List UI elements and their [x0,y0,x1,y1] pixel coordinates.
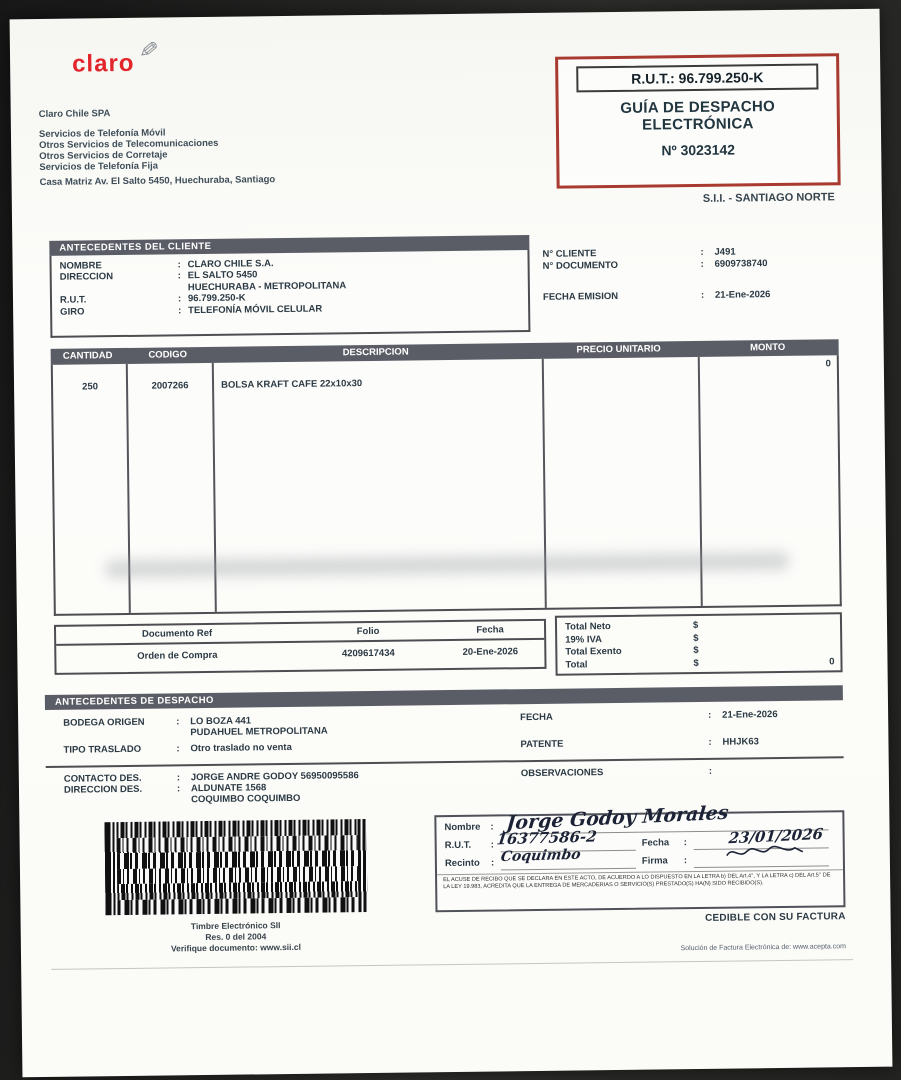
field-label: R.U.T. [59,294,87,306]
barcode-row [117,897,358,915]
currency-sign: $ [693,645,699,657]
col-header-descripcion: DESCRIPCION [342,346,409,359]
field-value: J491 [714,246,736,258]
tipo-traslado-label: TIPO TRASLADO [63,743,142,756]
colon: : [708,765,713,777]
monto-value: 0 [825,358,831,370]
colon: : [176,772,181,784]
scanned-dispatch-guide [10,9,893,1078]
document-type-box [555,53,841,188]
colon: : [700,246,704,258]
observaciones-label: OBSERVACIONES [520,767,604,780]
reference-documents-table [54,619,547,675]
field-label [60,290,178,291]
legal-acknowledgement-text: EL ACUSE DE RECIBO QUE SE DECLARA EN ESTE ACTO, DE ACUERDO A LO DISPUESTO EN LA LETRA b) DEL Art.4°, Y LA LETRA c) DEL Art.5° DE LA LEY 19.983, ACREDITA QUE LA ENTREGA DE MERCADERIAS O SERVICIO(S) PRESTADO(S) HA(N) SIDO RECIBIDO(S). [437,869,843,890]
colon: : [176,743,180,755]
col-header-cantidad: CANTIDAD [62,350,113,362]
field-value: CLARO CHILE S.A. [187,258,274,271]
claro-logo: claro [71,49,135,78]
field-value: 21-Ene-2026 [714,289,771,301]
colon: : [177,259,181,271]
colon: : [683,855,688,867]
colon: : [490,839,494,851]
client-section-header: ANTECEDENTES DEL CLIENTE [49,235,529,256]
cedible-note: CEDIBLE CON SU FACTURA [705,911,846,924]
items-table-body [51,355,842,616]
total-label: Total Exento [565,646,622,658]
currency-sign: $ [692,619,699,632]
field-value: 96.799.250-K [187,292,246,305]
colon: : [700,289,705,301]
direccion-des-label: DIRECCION DES. [63,783,143,796]
company-service-line: Otros Servicios de Telecomunicaciones [39,137,219,152]
colon: : [708,709,712,721]
total-label: Total [565,659,588,671]
colon: : [490,857,495,869]
bodega-origen-label: BODEGA ORIGEN [63,716,145,729]
col-header-precio-unitario: PRECIO UNITARIO [576,343,661,356]
currency-sign: $ [693,657,699,669]
scan-fold-line [51,959,853,970]
issuer-rut: R.U.T.: 96.799.250-K [576,63,818,92]
colon: : [683,837,687,849]
bodega-origen-value: LO BOZA 441 [190,715,252,728]
document-title-line1: GUÍA DE DESPACHO [620,98,776,117]
totals-box [555,612,843,676]
total-label: 19% IVA [565,633,603,646]
direccion-des-value2: COQUIMBO COQUIMBO [191,792,301,806]
ref-documento: Orden de Compra [137,649,218,662]
rut-label: R.U.T. [444,839,472,852]
contacto-des-label: CONTACTO DES. [63,772,142,785]
ref-fecha: 20-Ene-2026 [462,646,519,658]
currency-sign: $ [693,632,699,644]
item-codigo: 2007266 [151,380,189,392]
contacto-des-value: JORGE ANDRE GODOY 56950095586 [190,770,359,784]
timbre-line2: Res. 0 del 2004 [205,931,267,943]
timbre-line1: Timbre Electrónico SII [190,920,281,932]
field-label: NOMBRE [59,260,102,272]
nombre-label: Nombre [444,821,481,834]
colon: : [177,293,182,305]
pencil-icon: ✎ [134,38,162,61]
timbre-line3: Verifique documento: www.sii.cl [170,941,301,954]
document-number: Nº 3023142 [661,141,736,159]
receiver-signature-box [434,801,845,912]
ref-folio: 4209617434 [341,647,395,660]
colon: : [700,258,704,270]
signature-scribble-icon [725,843,805,865]
document-number-row [543,258,768,272]
colon: : [176,716,180,728]
field-label: DIRECCION [59,271,114,284]
total-value: 0 [829,656,835,668]
document-title [559,97,837,134]
refs-col-folio: Folio [356,625,380,638]
field-value: 6909738740 [714,258,768,270]
total-label: Total Neto [564,621,611,633]
handwritten-rut: 16377586-2 [495,827,598,849]
scan-smudge [105,552,789,578]
document-title-line2: ELECTRÓNICA [641,115,754,134]
item-cantidad: 250 [82,381,99,393]
field-label: FECHA EMISION [542,290,619,303]
field-value: HUECHURABA - METROPOLITANA [187,280,347,294]
colon: : [176,783,181,795]
company-name: Claro Chile SPA [38,108,111,121]
col-header-monto: MONTO [749,341,786,354]
fecha-label: Fecha [641,837,670,849]
company-service-line: Servicios de Telefonía Fija [39,160,159,174]
refs-col-documento: Documento Ref [141,627,213,640]
colon: : [177,270,181,282]
sii-pdf417-barcode [104,819,367,915]
invoice-provider-footer: Solución de Factura Electrónica de: www.acepta.com [680,943,847,953]
client-info-box [49,250,530,338]
fecha-label: FECHA [520,711,553,724]
handwritten-nombre: Jorge Godoy Morales [505,801,730,835]
item-descripcion: BOLSA KRAFT CAFE 22x10x30 [220,378,363,391]
field-value: EL SALTO 5450 [187,269,258,282]
field-label: N° DOCUMENTO [542,259,619,272]
company-service-line: Otros Servicios de Corretaje [39,149,168,163]
company-service-line: Servicios de Telefonía Móvil [38,127,166,141]
fecha-value: 21-Ene-2026 [722,709,778,721]
direccion-des-value: ALDUNATE 1568 [190,782,267,795]
timbre-electronico-caption [81,919,391,956]
colon: : [490,821,494,833]
colon: : [178,304,182,316]
handwritten-recinto: Coquimbo [499,846,582,866]
total-row [565,656,834,672]
field-label: GIRO [60,306,85,318]
emission-date-row [543,289,771,303]
sii-office: S.I.I. - SANTIAGO NORTE [702,191,835,205]
recinto-label: Recinto [444,857,480,870]
refs-col-fecha: Fecha [476,624,504,636]
section-divider [46,756,844,768]
patente-label: PATENTE [520,738,564,751]
tipo-traslado-value: Otro traslado no venta [190,741,292,755]
company-info [39,106,276,188]
company-address: Casa Matriz Av. El Salto 5450, Huechuraba, Santiago [39,174,276,188]
despacho-section-header: ANTECEDENTES DE DESPACHO [45,685,843,710]
patente-value: HHJK63 [722,736,759,748]
firma-label: Firma [641,855,668,867]
handwritten-fecha: 23/01/2026 [727,824,824,848]
colon: : [708,736,712,748]
field-value: TELEFONÍA MÓVIL CELULAR [188,303,323,316]
field-label: N° CLIENTE [542,248,597,260]
col-header-codigo: CODIGO [148,349,188,361]
bodega-origen-value2: PUDAHUEL METROPOLITANA [190,725,328,739]
barcode-rows [116,819,358,915]
